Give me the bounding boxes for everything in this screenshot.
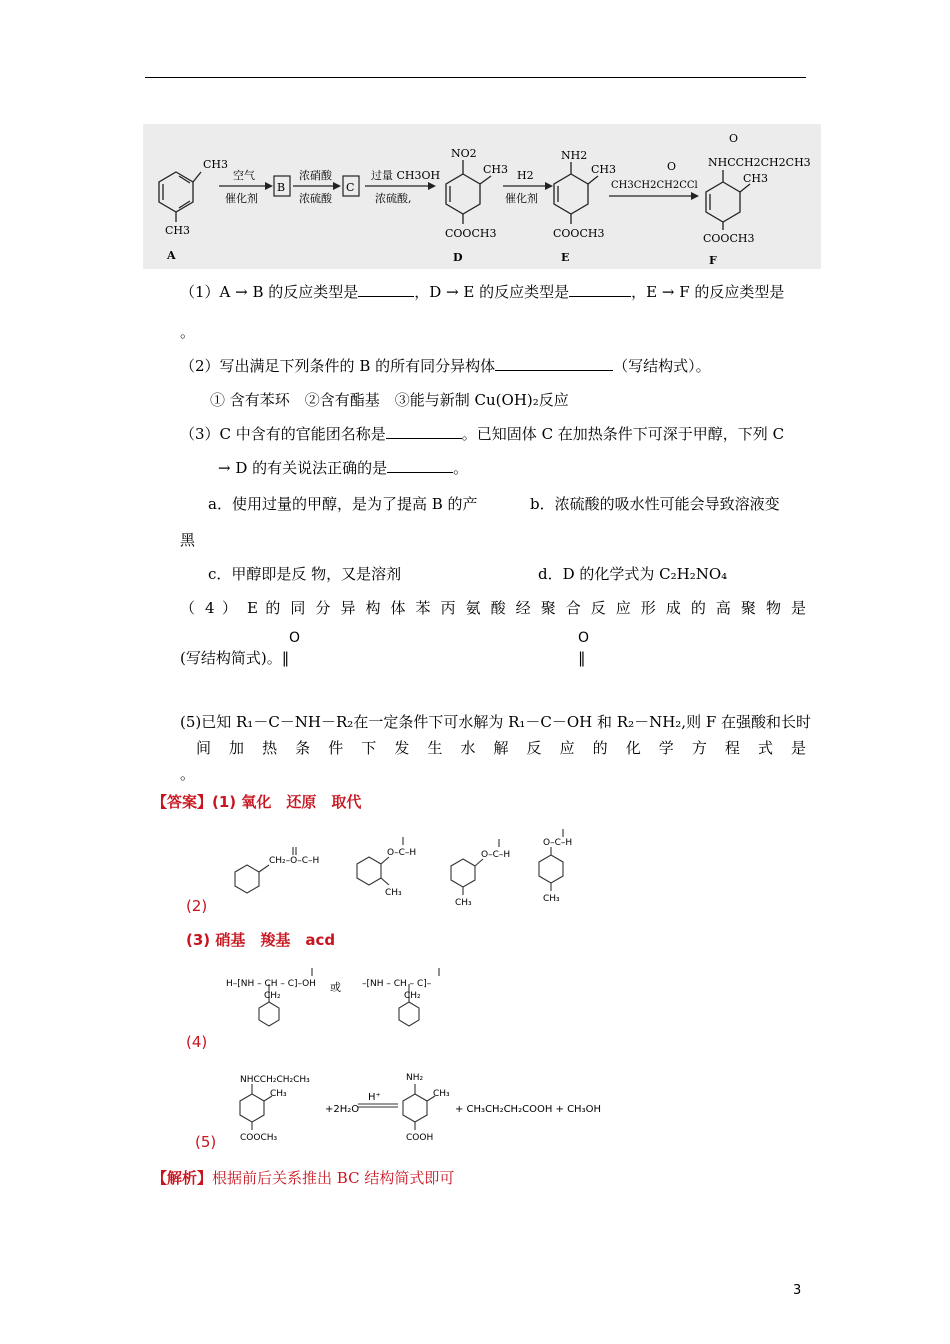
answer-q3: (3) 硝基 羧基 acd <box>186 931 336 949</box>
box-c: C <box>346 181 355 194</box>
arrow3-top: 过量 CH3OH <box>371 169 441 182</box>
f-cooch3: COOCH3 <box>703 232 755 245</box>
svg-text:CH₃: CH₃ <box>543 894 560 904</box>
arrow3-bottom: 浓硫酸, <box>375 192 412 205</box>
question-3 <box>180 424 784 444</box>
svg-text:H–[NH – CH – C]–OH: H–[NH – CH – C]–OH <box>226 979 316 989</box>
q3-option-b: b．浓硫酸的吸水性可能会导致溶液变 <box>530 495 780 513</box>
q5-end: 。 <box>180 765 196 783</box>
a-ch3-top: CH3 <box>203 158 229 171</box>
q1-blank-2[interactable] <box>569 282 631 297</box>
question-4: （ 4 ） E 的 同 分 异 构 体 苯 丙 氨 酸 经 聚 合 反 应 形 成 的 高 聚 物 是 <box>180 599 806 617</box>
q3-option-c: c．甲醇即是反 物，又是溶剂 <box>208 565 402 583</box>
q2-text-b: （写结构式）。 <box>613 357 711 375</box>
svg-text:O–C–H: O–C–H <box>481 850 511 860</box>
answer-tag: 【答案】 <box>152 793 213 811</box>
svg-text:NH₂: NH₂ <box>406 1073 424 1083</box>
svg-text:O–C–H: O–C–H <box>543 838 573 848</box>
box-b: B <box>277 181 286 194</box>
answer-q5-catalyst: H⁺ <box>368 1092 381 1103</box>
e-cooch3: COOCH3 <box>553 227 605 240</box>
label-e: E <box>561 251 570 264</box>
q3-text-c: → D 的有关说法正确的是 <box>218 459 388 477</box>
svg-text:CH₃: CH₃ <box>455 898 472 908</box>
answer-q2-structures <box>225 825 595 910</box>
reaction-scheme <box>143 124 821 269</box>
q1-blank-1[interactable] <box>358 282 414 297</box>
q4-bar-2: ‖ <box>578 649 586 667</box>
q3-blank-1[interactable] <box>386 424 462 439</box>
f-ch3: CH3 <box>743 172 769 185</box>
q3-blank-2[interactable] <box>387 458 453 473</box>
a-ch3-bottom: CH3 <box>165 224 191 237</box>
question-5: (5)已知 R₁－C－NH－R₂在一定条件下可水解为 R₁－C－OH 和 R₂－NH₂,则 F 在强酸和长时 <box>180 713 812 731</box>
answer-q4-or: 或 <box>330 981 341 994</box>
arrow5-o: O <box>667 160 677 173</box>
svg-text:O–C–H: O–C–H <box>387 848 417 858</box>
q5-line-2: 间 加 热 条 件 下 发 生 水 解 反 应 的 化 学 方 程 式 是 <box>196 739 806 757</box>
d-ch3: CH3 <box>483 163 509 176</box>
q3-option-d: d．D 的化学式为 C₂H₂NO₄ <box>538 565 728 583</box>
svg-text:CH₃: CH₃ <box>270 1089 287 1099</box>
arrow4-bottom: 催化剂 <box>505 192 538 205</box>
answer-q1 <box>152 792 361 812</box>
analysis-tag: 【解析】 <box>152 1169 213 1187</box>
answer-q4-structures <box>224 962 504 1034</box>
f-o: O <box>729 132 739 145</box>
q2-text-a: （2）写出满足下列条件的 B 的所有同分异构体 <box>180 357 496 375</box>
answer-q1-text: (1) 氧化 还原 取代 <box>212 793 362 811</box>
f-nh: NHCCH2CH2CH3 <box>708 156 811 169</box>
arrow4-top: H2 <box>517 169 534 182</box>
question-1 <box>180 282 784 302</box>
q3-option-b-cont: 黑 <box>180 531 196 549</box>
answer-q5-water: +2H₂O <box>325 1104 360 1115</box>
svg-text:CH₂–O–C–H: CH₂–O–C–H <box>269 856 320 866</box>
q3-text-d: 。 <box>453 459 469 477</box>
q3-option-a: a．使用过量的甲醇，是为了提高 B 的产 <box>208 495 478 513</box>
label-f: F <box>709 254 717 267</box>
q1-text-a: （1）A → B 的反应类型是 <box>180 283 359 301</box>
arrow2-bottom: 浓硫酸 <box>299 192 332 205</box>
arrow5-top: CH3CH2CH2CCl <box>611 180 698 191</box>
e-nh2: NH2 <box>561 149 588 162</box>
arrow2-top: 浓硝酸 <box>299 169 332 182</box>
e-ch3: CH3 <box>591 163 617 176</box>
answer-q4-label: (4) <box>186 1033 208 1051</box>
label-a: A <box>167 249 176 262</box>
arrow1-top: 空气 <box>233 169 255 182</box>
q3-text-a: （3）C 中含有的官能团名称是 <box>180 425 386 443</box>
q1-end: 。 <box>180 323 196 341</box>
svg-text:CH₂: CH₂ <box>404 991 421 1001</box>
d-cooch3: COOCH3 <box>445 227 497 240</box>
svg-text:NHCCH₂CH₂CH₃: NHCCH₂CH₂CH₃ <box>240 1075 310 1085</box>
question-2 <box>180 356 711 376</box>
answer-q2-label: (2) <box>186 897 208 915</box>
answer-q5-products: + CH₃CH₂CH₂COOH + CH₃OH <box>455 1104 601 1115</box>
analysis-text: 根据前后关系推出 BC 结构简式即可 <box>212 1169 455 1187</box>
q1-text-c: ，E → F 的反应类型是 <box>631 283 785 301</box>
svg-text:CH₂: CH₂ <box>264 991 281 1001</box>
answer-q5-label: (5) <box>195 1133 217 1151</box>
q4-line-2: (写结构简式)。‖ <box>180 649 290 667</box>
svg-text:COOCH₃: COOCH₃ <box>240 1133 278 1143</box>
svg-text:COOH: COOH <box>406 1133 434 1143</box>
arrow1-bottom: 催化剂 <box>225 192 258 205</box>
q2-blank[interactable] <box>495 356 613 371</box>
q1-text-b: ，D → E 的反应类型是 <box>414 283 570 301</box>
q4-o-2: O <box>578 630 590 646</box>
analysis <box>152 1168 454 1188</box>
page-number: 3 <box>793 1283 802 1298</box>
molecule-a <box>159 172 201 222</box>
d-no2: NO2 <box>451 147 477 160</box>
q3-line-2 <box>218 458 468 478</box>
header-rule <box>145 77 806 78</box>
q3-text-b: 。已知固体 C 在加热条件下可深于甲醇，下列 C <box>461 425 785 443</box>
svg-text:CH₃: CH₃ <box>385 888 402 898</box>
svg-text:–[NH – CH – C]–: –[NH – CH – C]– <box>362 979 432 989</box>
q2-conditions: ① 含有苯环 ②含有酯基 ③能与新制 Cu(OH)₂反应 <box>210 391 569 409</box>
svg-text:CH₃: CH₃ <box>433 1089 450 1099</box>
q4-o-1: O <box>289 630 301 646</box>
label-d: D <box>453 251 463 264</box>
